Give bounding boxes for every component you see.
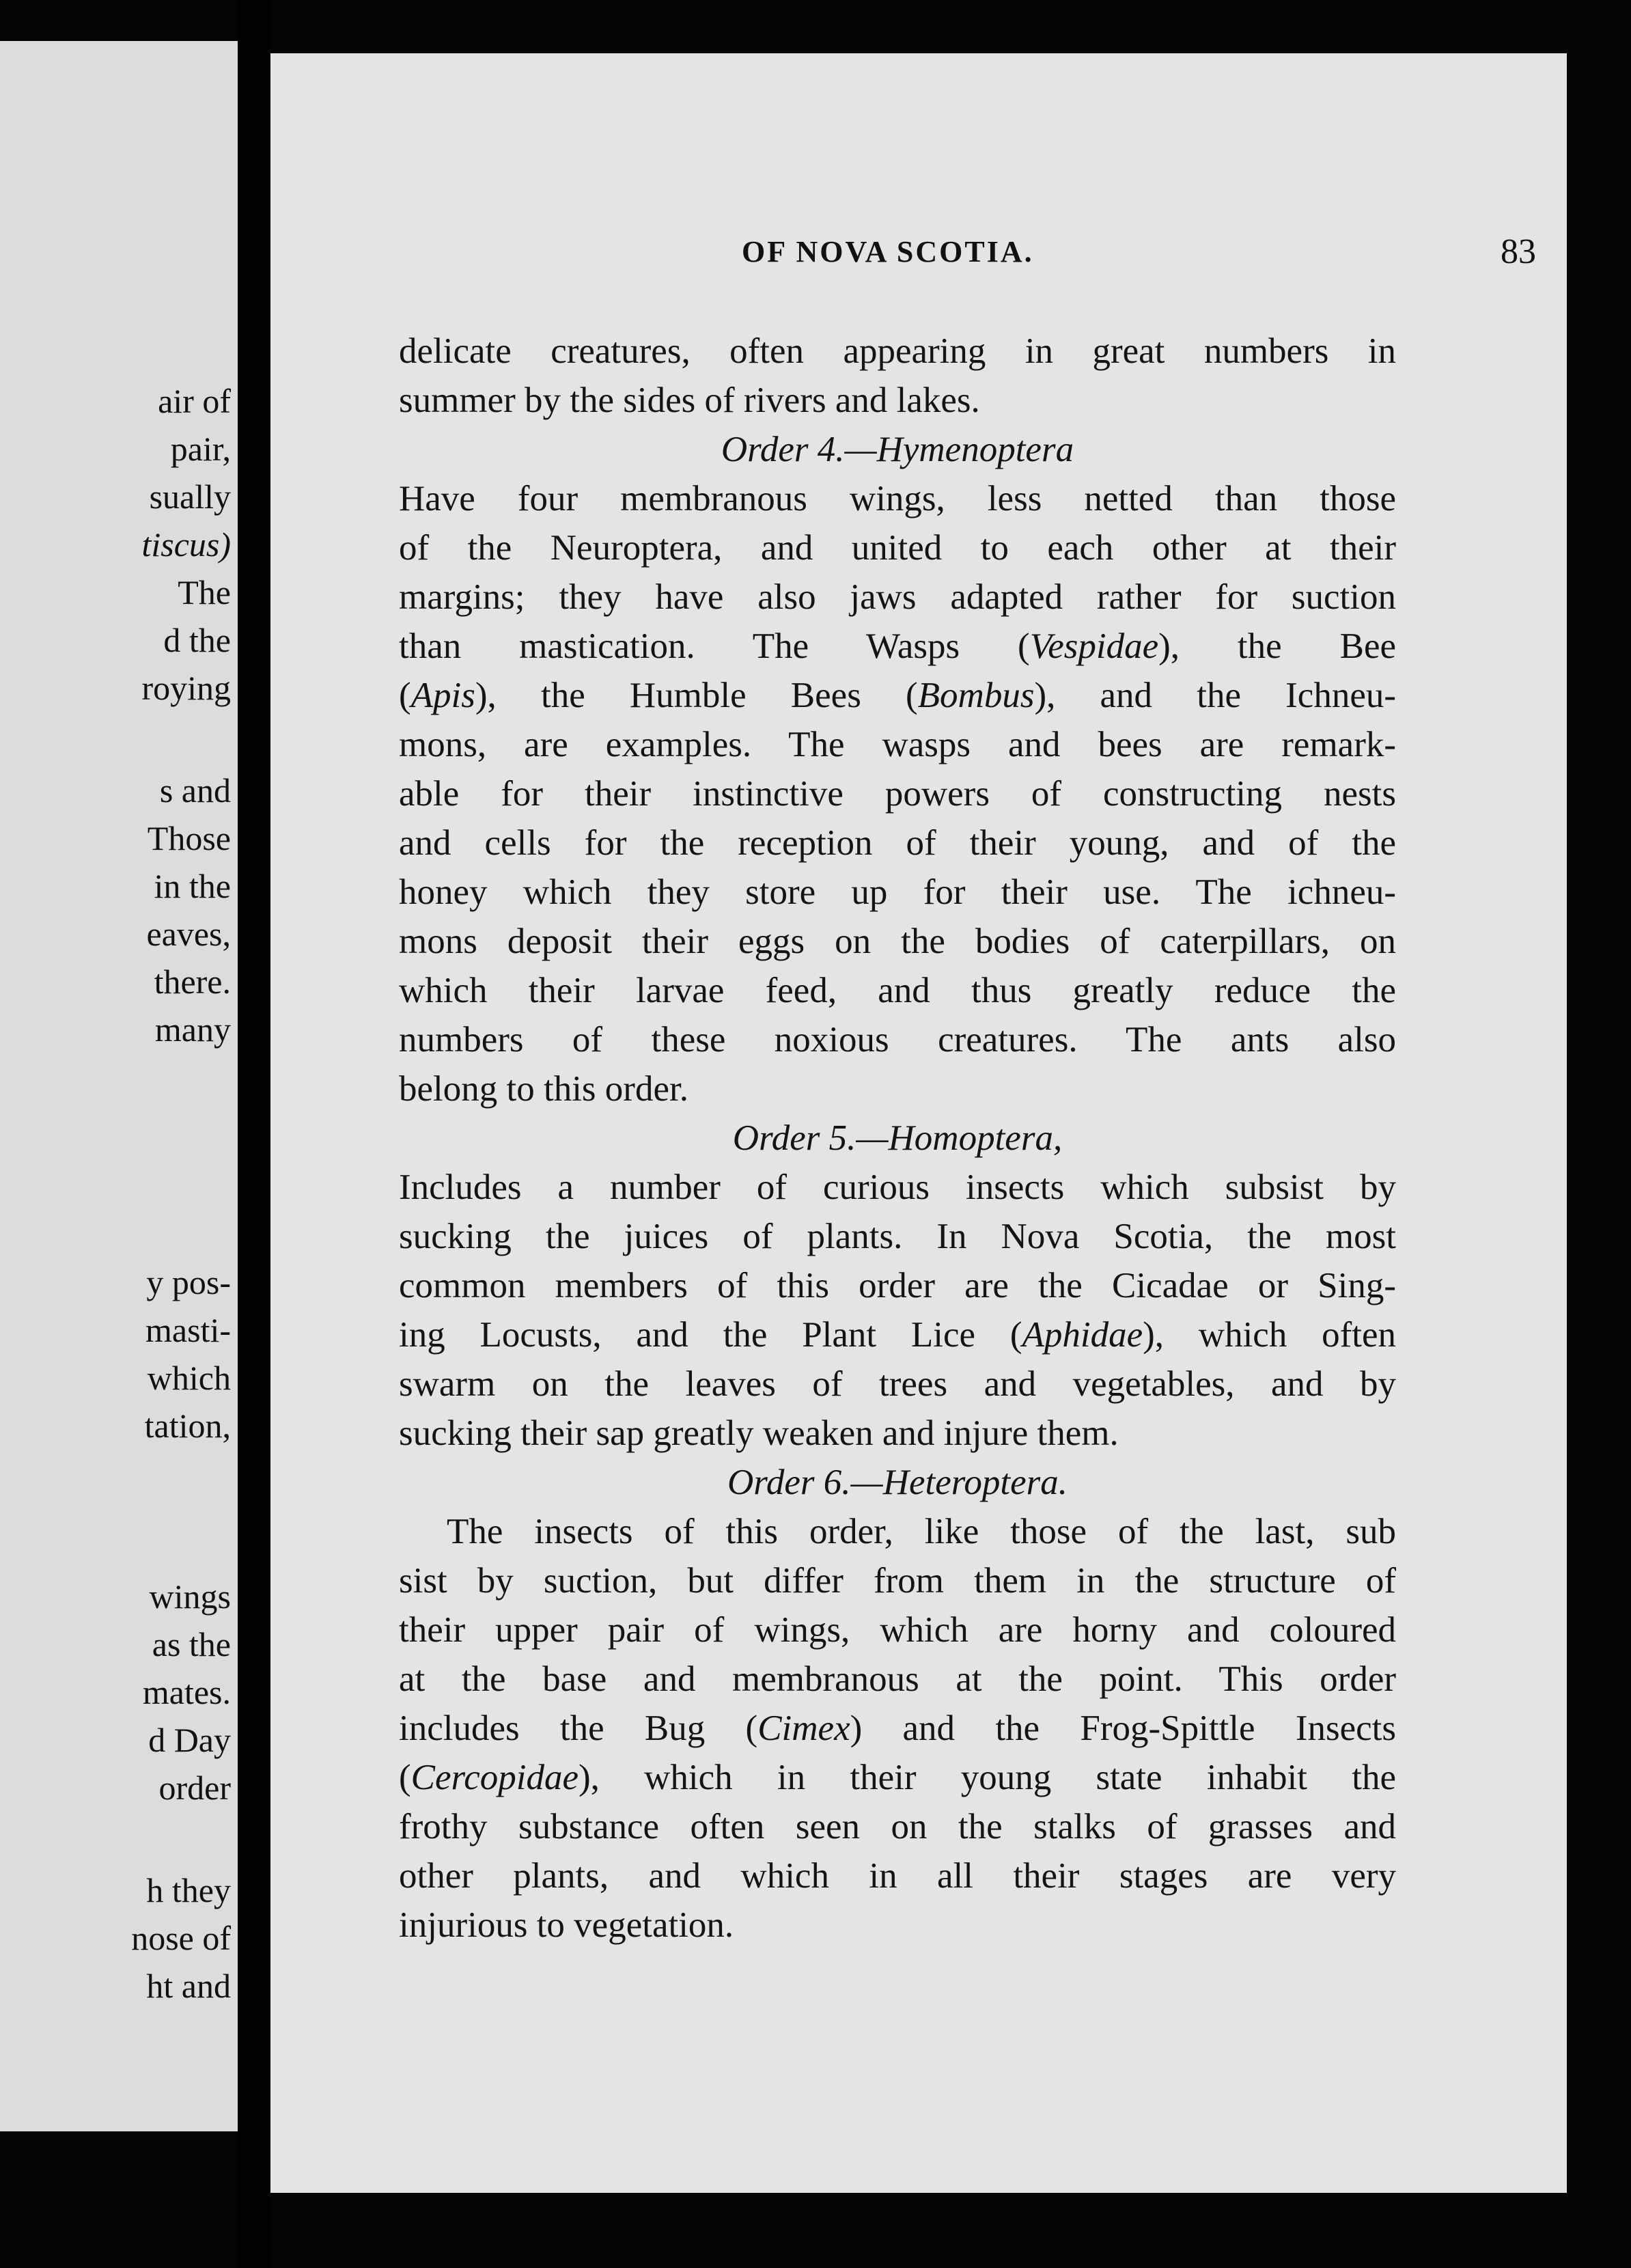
left-page-line: y pos- <box>146 1263 231 1301</box>
text-line <box>399 523 1396 572</box>
text-line <box>399 917 1396 966</box>
text-run: frothy substance often seen on the stalks of grasses and <box>399 1807 1396 1847</box>
book-page <box>270 53 1567 2193</box>
text-line <box>399 1605 1396 1655</box>
text-line: summer by the sides of rivers and lakes. <box>399 381 980 420</box>
text-run: Includes a number of curious insects which subsist by <box>399 1167 1396 1207</box>
left-page-line: The <box>178 573 231 611</box>
left-page-line: which <box>147 1359 231 1397</box>
left-page-line: air of <box>158 382 231 420</box>
text-run: ( <box>399 1758 411 1797</box>
text-line <box>399 1163 1396 1212</box>
text-line <box>399 1851 1396 1900</box>
running-title: OF NOVA SCOTIA. <box>742 235 1034 268</box>
italic-term: Cercopidae <box>410 1758 578 1797</box>
text-run: mons, are examples. The wasps and bees are remark- <box>399 725 1396 764</box>
text-run: ing Locusts, and the Plant Lice ( <box>399 1315 1022 1355</box>
left-page-line: tation, <box>144 1407 231 1445</box>
text-line <box>399 572 1396 622</box>
order-heading-name: Hymenoptera <box>876 430 1074 469</box>
left-page-line: h they <box>146 1871 231 1909</box>
left-facing-page <box>0 41 238 2131</box>
order-heading-name: Heteroptera. <box>882 1463 1068 1502</box>
left-page-line: in the <box>154 867 231 905</box>
order-heading <box>399 1114 1396 1163</box>
text-line <box>399 966 1396 1015</box>
text-line <box>399 1212 1396 1261</box>
text-run: of the Neuroptera, and united to each other at their <box>399 528 1396 568</box>
left-page-line: many <box>154 1010 231 1049</box>
text-line <box>399 720 1396 769</box>
order-heading-number: Order 4.— <box>721 430 877 469</box>
text-line <box>399 1556 1396 1605</box>
order-heading <box>399 425 1396 474</box>
text-line <box>399 1655 1396 1704</box>
text-line <box>399 1507 1396 1556</box>
left-page-line: s and <box>159 771 231 810</box>
order-heading <box>399 1458 1396 1507</box>
text-run: their upper pair of wings, which are horny and coloured <box>399 1610 1396 1650</box>
text-run: ) and the Frog-Spittle Insects <box>850 1709 1396 1748</box>
text-run: common members of this order are the Cicadae or Sing- <box>399 1266 1396 1305</box>
text-run: than mastication. The Wasps ( <box>399 626 1030 666</box>
order-heading-number: Order 6.— <box>727 1463 883 1502</box>
page-body <box>399 327 1396 1950</box>
text-line <box>399 1802 1396 1851</box>
text-line <box>399 474 1396 523</box>
text-line <box>399 622 1396 671</box>
left-page-line: ht and <box>146 1967 231 2005</box>
text-line <box>399 769 1396 818</box>
left-page-line: eaves, <box>146 915 231 953</box>
text-line <box>399 1753 1396 1802</box>
italic-term: Aphidae <box>1022 1315 1143 1355</box>
text-line <box>399 818 1396 868</box>
text-run: which their larvae feed, and thus greatly reduce the <box>399 971 1396 1010</box>
left-page-line: roying <box>141 669 231 707</box>
text-line <box>399 1261 1396 1310</box>
text-line: delicate creatures, often appearing in great numbers in <box>399 331 1396 371</box>
text-line <box>399 1704 1396 1753</box>
text-run: able for their instinctive powers of constructing nests <box>399 774 1396 814</box>
left-page-line: there. <box>154 963 231 1001</box>
text-run: and cells for the reception of their young, and of the <box>399 823 1396 863</box>
text-run: belong to this order. <box>399 1069 688 1109</box>
left-page-line: wings <box>149 1577 231 1616</box>
italic-term: Apis <box>410 676 475 715</box>
text-run: ), the Bee <box>1158 626 1396 666</box>
page-number: 83 <box>1501 232 1536 271</box>
left-page-line: d Day <box>148 1721 231 1759</box>
text-line <box>399 1015 1396 1064</box>
left-page-line: as the <box>152 1625 231 1663</box>
running-header <box>270 234 1567 289</box>
text-run: sucking their sap greatly weaken and injure them. <box>399 1413 1119 1453</box>
text-run: sist by suction, but differ from them in the structure of <box>399 1561 1396 1601</box>
text-run: honey which they store up for their use. The ichneu- <box>399 872 1396 912</box>
text-line <box>399 868 1396 917</box>
text-run: margins; they have also jaws adapted rather for suction <box>399 577 1396 617</box>
text-line <box>399 671 1396 720</box>
text-run: swarm on the leaves of trees and vegetables, and by <box>399 1364 1396 1404</box>
text-line <box>399 1064 1396 1114</box>
text-run: other plants, and which in all their stages are very <box>399 1856 1396 1896</box>
text-run: injurious to vegetation. <box>399 1905 734 1945</box>
left-page-line: nose of <box>131 1919 231 1957</box>
italic-term: Vespidae <box>1029 626 1159 666</box>
text-line <box>399 1310 1396 1359</box>
text-run: at the base and membranous at the point. This order <box>399 1659 1396 1699</box>
left-page-line: order <box>158 1769 231 1807</box>
left-page-line: sually <box>149 478 231 516</box>
text-run: ), and the Ichneu- <box>1034 676 1396 715</box>
text-run: ( <box>399 676 411 715</box>
text-run: The insects of this order, like those of the last, sub <box>447 1512 1396 1551</box>
left-page-line: d the <box>163 621 231 659</box>
text-run: mons deposit their eggs on the bodies of caterpillars, on <box>399 922 1396 961</box>
text-run: includes the Bug ( <box>399 1709 758 1748</box>
left-page-line: mates. <box>142 1673 231 1711</box>
book-spine <box>238 0 270 2268</box>
italic-term: Bombus <box>917 676 1035 715</box>
order-heading-number: Order 5.— <box>732 1118 889 1158</box>
text-run: numbers of these noxious creatures. The ants also <box>399 1020 1396 1060</box>
text-run: ), which in their young state inhabit the <box>578 1758 1396 1797</box>
left-page-line: masti- <box>145 1311 231 1349</box>
text-line <box>399 1900 1396 1950</box>
left-page-line: pair, <box>170 430 231 468</box>
left-page-line: tiscus) <box>141 525 231 564</box>
text-run: sucking the juices of plants. In Nova Scotia, the most <box>399 1217 1396 1256</box>
left-page-line: Those <box>147 819 231 857</box>
order-heading-name: Homoptera, <box>888 1118 1063 1158</box>
text-run: ), the Humble Bees ( <box>475 676 918 715</box>
text-line <box>399 1359 1396 1409</box>
italic-term: Cimex <box>757 1709 850 1748</box>
text-run: Have four membranous wings, less netted than those <box>399 479 1396 518</box>
text-run: ), which often <box>1143 1315 1396 1355</box>
text-line <box>399 1409 1396 1458</box>
